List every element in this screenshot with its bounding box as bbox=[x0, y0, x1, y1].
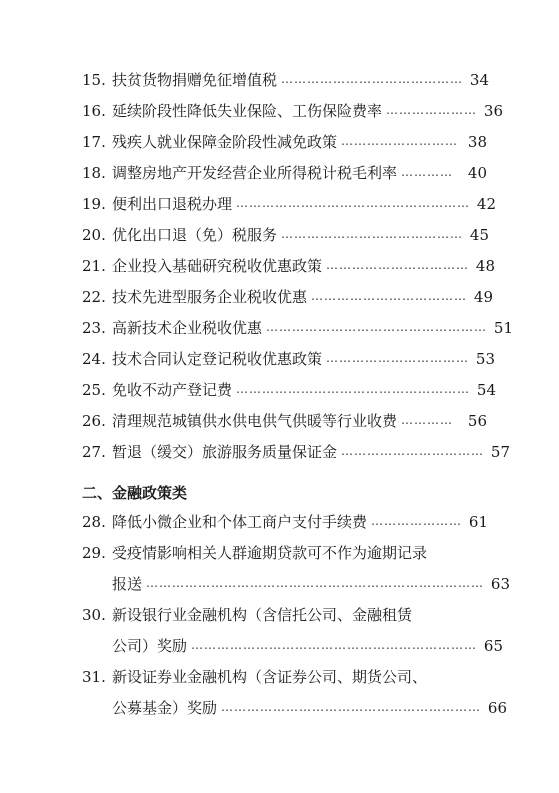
leader-dots: …………………………………… bbox=[281, 72, 464, 86]
entry-title: 优化出口退（免）税服务 bbox=[112, 226, 278, 244]
toc-entry-17[interactable] bbox=[82, 132, 487, 152]
entry-title-continued: 公司）奖励 bbox=[112, 637, 188, 655]
leader-dots: ………………………………………………………… bbox=[191, 638, 478, 652]
entry-page: 34 bbox=[469, 71, 490, 89]
entry-number: 22. bbox=[82, 288, 106, 306]
entry-number: 15. bbox=[82, 71, 106, 89]
leader-dots: ………………… bbox=[386, 103, 478, 117]
toc-entry-28[interactable] bbox=[82, 512, 487, 532]
entry-number: 29. bbox=[82, 544, 106, 562]
leader-dots: ……………………………… bbox=[311, 289, 468, 303]
toc-entry-16[interactable] bbox=[82, 101, 504, 121]
entry-number: 23. bbox=[82, 319, 106, 337]
entry-number: 20. bbox=[82, 226, 106, 244]
entry-title: 残疾人就业保障金阶段性减免政策 bbox=[112, 133, 338, 151]
entry-title: 扶贫货物捐赠免征增值税 bbox=[112, 71, 278, 89]
entry-page: 66 bbox=[487, 699, 508, 717]
entry-title: 技术合同认定登记税收优惠政策 bbox=[112, 350, 323, 368]
entry-page: 40 bbox=[467, 164, 487, 182]
entry-number: 19. bbox=[82, 195, 106, 213]
entry-title: 高新技术企业税收优惠 bbox=[112, 319, 263, 337]
entry-title: 降低小微企业和个体工商户支付手续费 bbox=[112, 513, 368, 531]
entry-page: 53 bbox=[475, 350, 496, 368]
toc-entry-25[interactable] bbox=[82, 380, 497, 400]
entry-title: 企业投入基础研究税收优惠政策 bbox=[112, 257, 323, 275]
toc-entry-31[interactable] bbox=[82, 667, 508, 718]
entry-number: 25. bbox=[82, 381, 106, 399]
leader-dots: ……………………………………………… bbox=[236, 196, 471, 210]
entry-page: 36 bbox=[483, 102, 504, 120]
entry-title-continued: 报送 bbox=[112, 575, 143, 593]
leader-dots: ……………………… bbox=[341, 134, 459, 148]
entry-page: 61 bbox=[468, 513, 489, 531]
entry-title: 新设银行业金融机构（含信托公司、金融租赁 bbox=[112, 606, 413, 624]
toc-entry-23[interactable] bbox=[82, 318, 514, 338]
section-heading: 二、金融政策类 bbox=[82, 484, 188, 502]
leader-dots: …………………………………………… bbox=[266, 320, 488, 334]
leader-dots: …………………………… bbox=[326, 351, 470, 365]
toc-entry-29[interactable] bbox=[82, 543, 511, 594]
entry-title: 便利出口退税办理 bbox=[112, 195, 233, 213]
entry-number: 30. bbox=[82, 606, 106, 624]
entry-page: 54 bbox=[476, 381, 497, 399]
entry-page: 42 bbox=[476, 195, 497, 213]
leader-dots: ………… bbox=[401, 165, 454, 179]
entry-title: 受疫情影响相关人群逾期贷款可不作为逾期记录 bbox=[112, 544, 428, 562]
entry-title: 延续阶段性降低失业保险、工伤保险费率 bbox=[112, 102, 383, 120]
toc-entry-22[interactable] bbox=[82, 287, 494, 307]
entry-number: 18. bbox=[82, 164, 106, 182]
toc-entry-26[interactable] bbox=[82, 411, 487, 431]
toc-entry-19[interactable] bbox=[82, 194, 497, 214]
leader-dots: …………………………… bbox=[326, 258, 470, 272]
toc-entry-15[interactable] bbox=[82, 70, 490, 90]
entry-page: 48 bbox=[475, 257, 496, 275]
entry-number: 26. bbox=[82, 412, 106, 430]
entry-page: 45 bbox=[469, 226, 490, 244]
entry-number: 24. bbox=[82, 350, 106, 368]
leader-dots: ………………… bbox=[371, 514, 463, 528]
toc-entry-20[interactable] bbox=[82, 225, 490, 245]
leader-dots: ……………………………………………… bbox=[236, 382, 471, 396]
entry-title-continued: 公募基金）奖励 bbox=[112, 699, 218, 717]
leader-dots: …………………………………………………………………… bbox=[146, 576, 485, 590]
entry-number: 28. bbox=[82, 513, 106, 531]
entry-number: 21. bbox=[82, 257, 106, 275]
entry-number: 17. bbox=[82, 133, 106, 151]
entry-title: 技术先进型服务企业税收优惠 bbox=[112, 288, 308, 306]
entry-number: 16. bbox=[82, 102, 106, 120]
entry-title: 暂退（缓交）旅游服务质量保证金 bbox=[112, 443, 338, 461]
toc-entry-30[interactable] bbox=[82, 605, 504, 656]
entry-number: 31. bbox=[82, 668, 106, 686]
toc-entry-24[interactable] bbox=[82, 349, 496, 369]
entry-page: 63 bbox=[490, 575, 511, 593]
entry-title: 免收不动产登记费 bbox=[112, 381, 233, 399]
entry-page: 38 bbox=[467, 133, 487, 151]
leader-dots: …………………………………………………… bbox=[221, 700, 482, 714]
leader-dots: …………………………………… bbox=[281, 227, 464, 241]
leader-dots: ………… bbox=[401, 413, 454, 427]
entry-number: 27. bbox=[82, 443, 106, 461]
entry-page: 65 bbox=[483, 637, 504, 655]
toc-entry-18[interactable] bbox=[82, 163, 487, 183]
entry-title: 新设证券业金融机构（含证券公司、期货公司、 bbox=[112, 668, 428, 686]
entry-title: 清理规范城镇供水供电供气供暖等行业收费 bbox=[112, 412, 398, 430]
toc-entry-21[interactable] bbox=[82, 256, 496, 276]
toc-entry-27[interactable] bbox=[82, 442, 511, 462]
entry-page: 51 bbox=[493, 319, 514, 337]
entry-title: 调整房地产开发经营企业所得税计税毛利率 bbox=[112, 164, 398, 182]
entry-page: 49 bbox=[473, 288, 494, 306]
leader-dots: …………………………… bbox=[341, 444, 485, 458]
entry-page: 57 bbox=[490, 443, 511, 461]
entry-page: 56 bbox=[467, 412, 487, 430]
